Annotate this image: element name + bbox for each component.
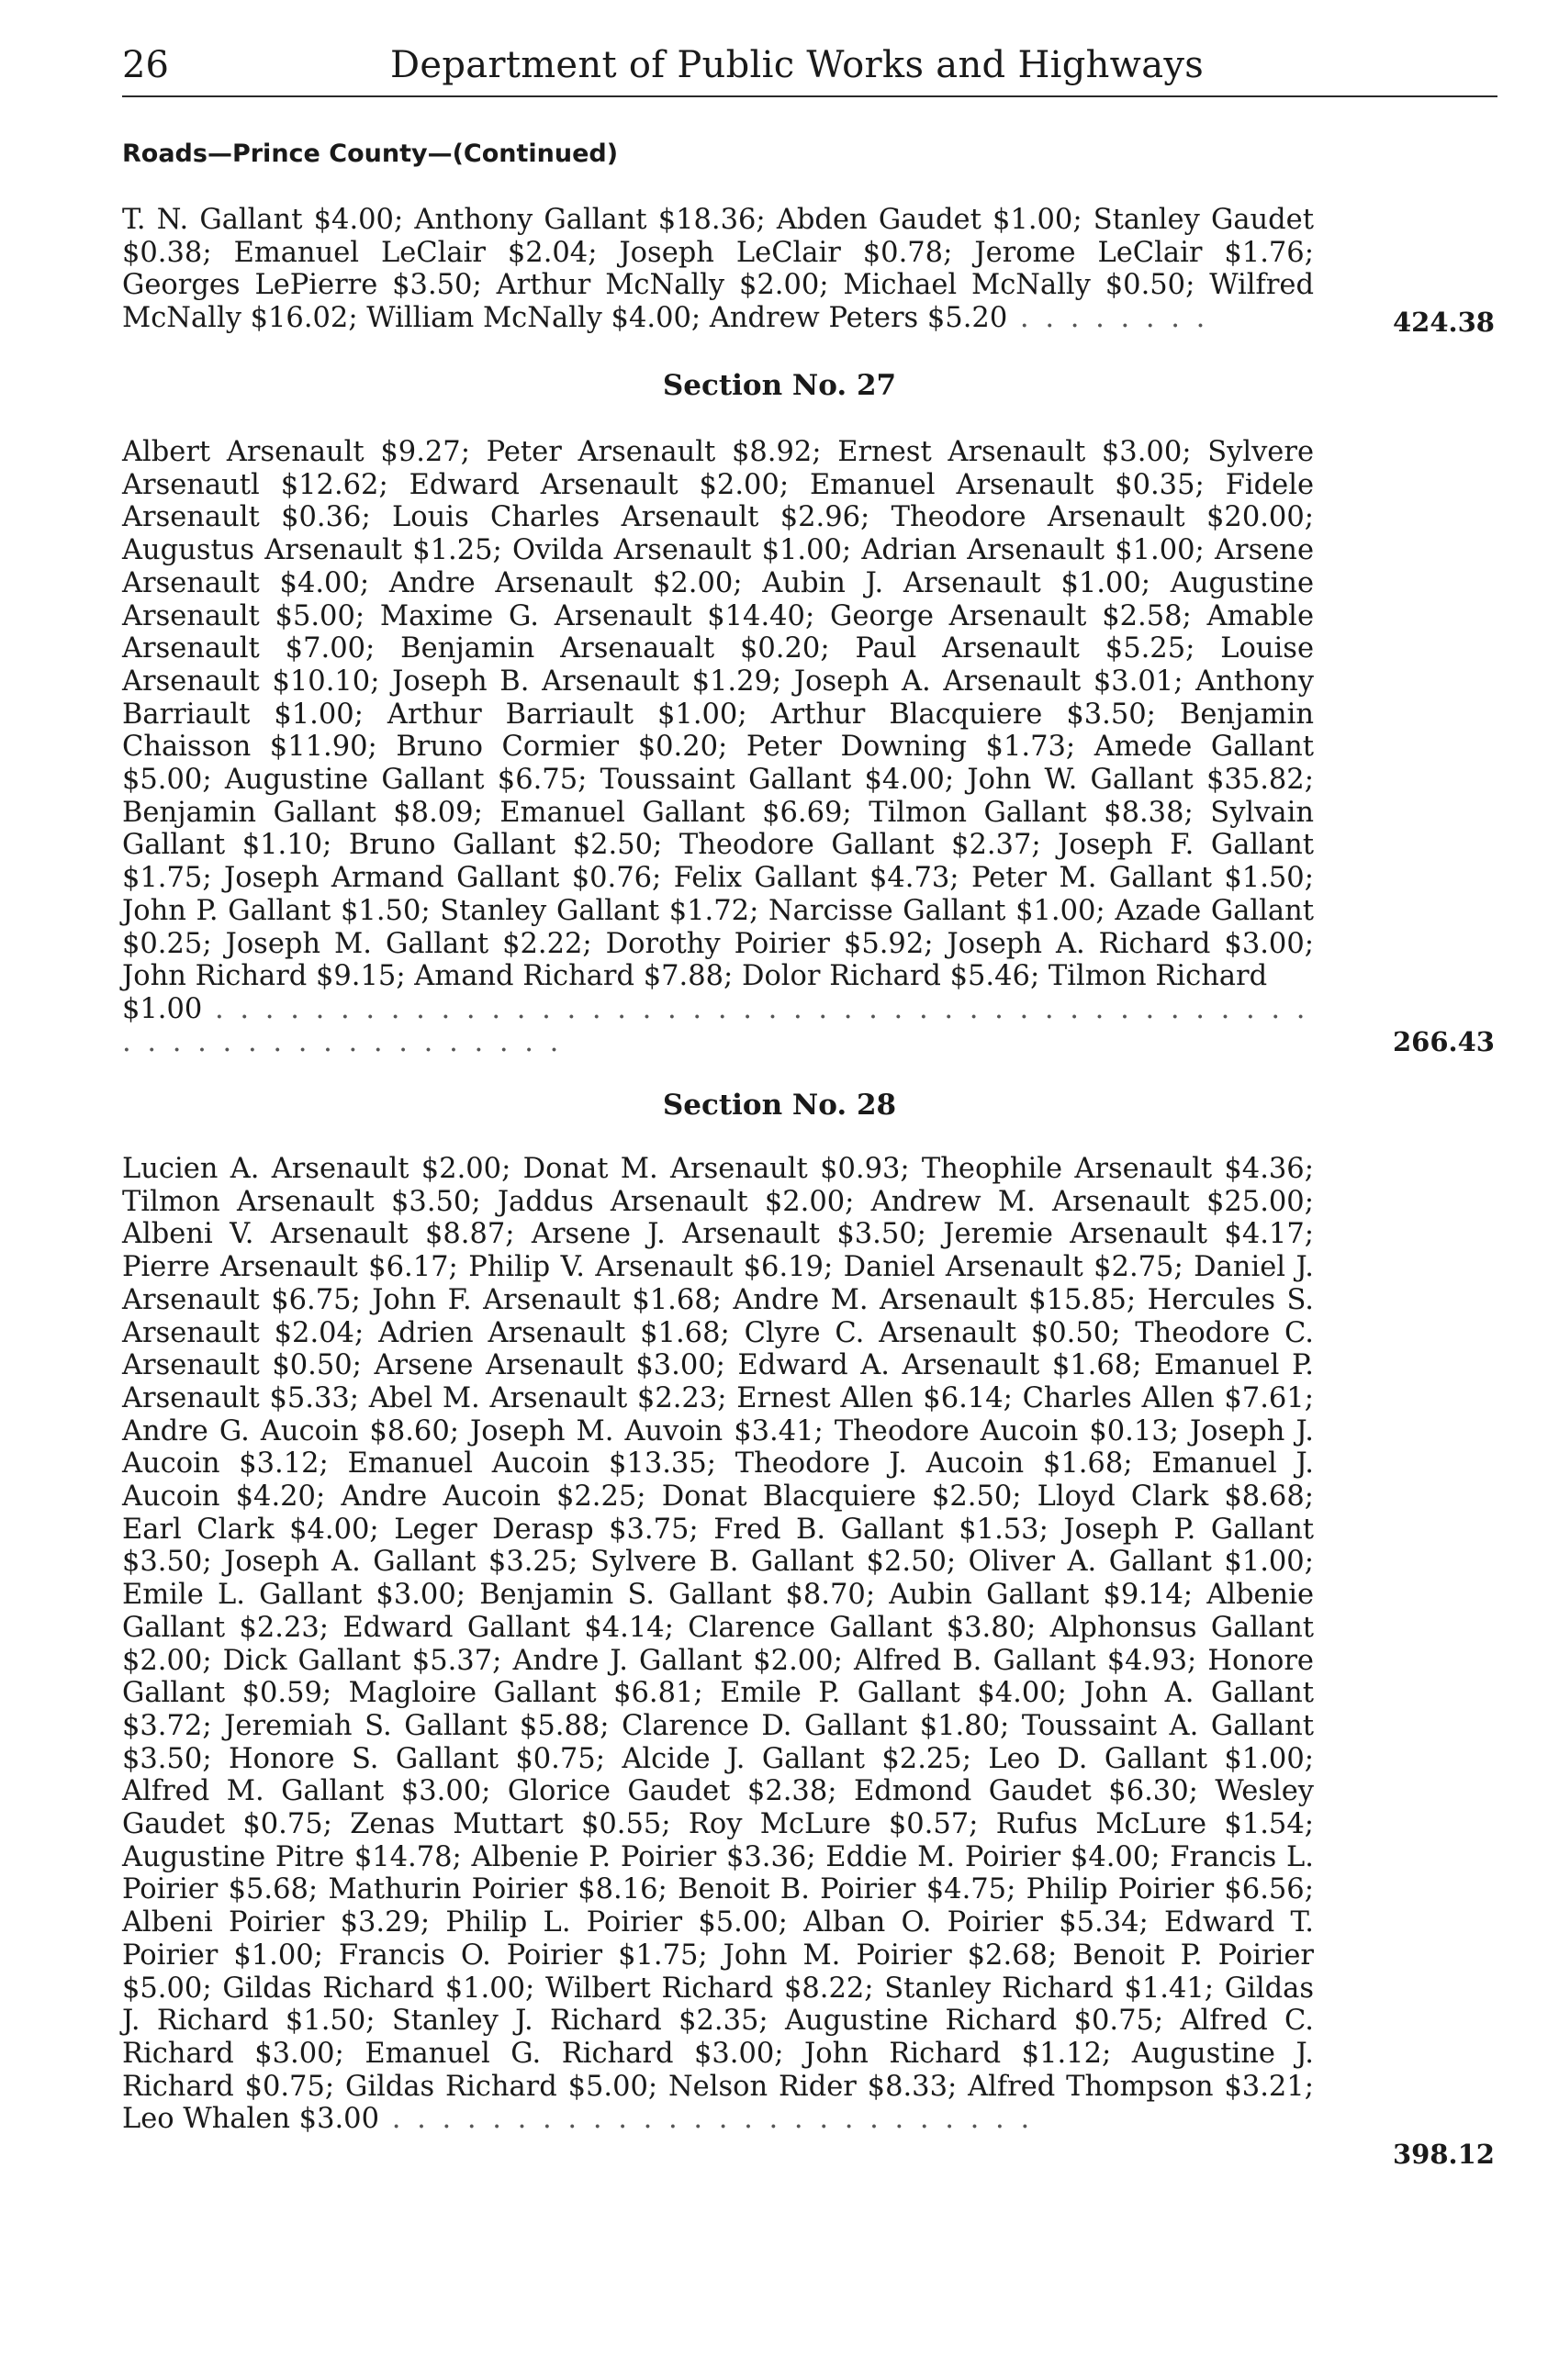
payment-paragraph-section-28 <box>122 1153 1314 2136</box>
leader-dots: . . . . . . . . <box>1007 302 1209 335</box>
running-title: Department of Public Works and Highways <box>390 44 1205 86</box>
page-header <box>122 44 1499 90</box>
header-rule <box>122 95 1497 97</box>
section-heading-27: Section No. 27 <box>662 369 897 402</box>
leader-dots: . . . . . . . . . . . . . . . . . . . . . . . . . . <box>379 2103 1034 2136</box>
paragraph-text: Lucien A. Arsenault $2.00; Donat M. Arsenault $0.93; Theophile Arsenault $4.36; Tilmon Arsenault $3.50; Jaddus Arsenault $2.00; Andrew M. Arsenault $25.00; Albeni V. Arsenault $8.87; Arsene J. Arsenault $3.50; Jeremie Arsenault $4.17; Pierre Arsenault $6.17; Philip V. Arsenault $6.19; Daniel Arsenault $2.75; Daniel J. Arsenault $6.75; John F. Arsenault $1.68; Andre M. Arsenault $15.85; Hercules S. Arsenault $2.04; Adrien Arsenault $1.68; Clyre C. Arsenault $0.50; Theodore C. Arsenault $0.50; Arsene Arsenault $3.00; Edward A. Arsenault $1.68; Emanuel P. Arsenault $5.33; Abel M. Arsenault $2.23; Ernest Allen $6.14; Charles Allen $7.61; Andre G. Aucoin $8.60; Joseph M. Auvoin $3.41; Theodore Aucoin $0.13; Joseph J. Aucoin $3.12; Emanuel Aucoin $13.35; Theodore J. Aucoin $1.68; Emanuel J. Aucoin $4.20; Andre Aucoin $2.25; Donat Blacquiere $2.50; Lloyd Clark $8.68; Earl Clark $4.00; Leger Derasp $3.75; Fred B. Gallant $1.53; Joseph P. Gallant $3.50; Joseph A. Gallant $3.25; Sylvere B. Gallant $2.50; Oliver A. Gallant $1.00; Emile L. Gallant $3.00; Benjamin S. Gallant $8.70; Aubin Gallant $9.14; Albenie Gallant $2.23; Edward Gallant $4.14; Clarence Gallant $3.80; Alphonsus Gallant $2.00; Dick Gallant $5.37; Andre J. Gallant $2.00; Alfred B. Gallant $4.93; Honore Gallant $0.59; Magloire Gallant $6.81; Emile P. Gallant $4.00; John A. Gallant $3.72; Jeremiah S. Gallant $5.88; Clarence D. Gallant $1.80; Toussaint A. Gallant $3.50; Honore S. Gallant $0.75; Alcide J. Gallant $2.25; Leo D. Gallant $1.00; Alfred M. Gallant $3.00; Glorice Gaudet $2.38; Edmond Gaudet $6.30; Wesley Gaudet $0.75; Zenas Muttart $0.55; Roy McLure $0.57; Rufus McLure $1.54; Augustine Pitre $14.78; Albenie P. Poirier $3.36; Eddie M. Poirier $4.00; Francis L. Poirier $5.68; Mathurin Poirier $8.16; Benoit B. Poirier $4.75; Philip Poirier $6.56; Albeni Poirier $3.29; Philip L. Poirier $5.00; Alban O. Poirier $5.34; Edward T. Poirier $1.00; Francis O. Poirier $1.75; John M. Poirier $2.68; Benoit P. Poirier $5.00; Gildas Richard $1.00; Wilbert Richard $8.22; Stanley Richard $1.41; Gildas J. Richard $1.50; Stanley J. Richard $2.35; Augustine Richard $0.75; Alfred C. Richard $3.00; Emanuel G. Richard $3.00; John Richard $1.12; Augustine J. Richard $0.75; Gildas Richard $5.00; Nelson Rider $8.33; Alfred Thompson $3.21; Leo Whalen $3.00 <box>122 1153 1314 2136</box>
page-number: 26 <box>122 44 169 86</box>
section-total: 398.12 <box>1393 2139 1495 2170</box>
leader-dots: . . . . . . . . . . . . . . . . . . . . . . . . . . . . . . . . . . . . . . . . . . . . . . . . . . . . . . . . . . . . . . <box>122 992 1309 1058</box>
paragraph-text: T. N. Gallant $4.00; Anthony Gallant $18.36; Abden Gaudet $1.00; Stanley Gaudet $0.38; Emanuel LeClair $2.04; Joseph LeClair $0.78; Jerome LeClair $1.76; Georges LePierre $3.50; Arthur McNally $2.00; Michael McNally $0.50; Wilfred McNally $16.02; William McNally $4.00; Andrew Peters $5.20 <box>122 204 1314 335</box>
continuation-heading: Roads—Prince County—(Continued) <box>122 140 619 168</box>
section-heading-28: Section No. 28 <box>662 1089 897 1122</box>
section-total: 266.43 <box>1393 1026 1495 1057</box>
payment-paragraph-section-27 <box>122 436 1314 1058</box>
paragraph-text: Albert Arsenault $9.27; Peter Arsenault $8.92; Ernest Arsenault $3.00; Sylvere Arsenautl $12.62; Edward Arsenault $2.00; Emanuel Arsenault $0.35; Fidele Arsenault $0.36; Louis Charles Arsenault $2.96; Theodore Arsenault $20.00; Augustus Arsenault $1.25; Ovilda Arsenault $1.00; Adrian Arsenault $1.00; Arsene Arsenault $4.00; Andre Arsenault $2.00; Aubin J. Arsenault $1.00; Augustine Arsenault $5.00; Maxime G. Arsenault $14.40; George Arsenault $2.58; Amable Arsenault $7.00; Benjamin Arsenaualt $0.20; Paul Arsenault $5.25; Louise Arsenault $10.10; Joseph B. Arsenault $1.29; Joseph A. Arsenault $3.01; Anthony Barriault $1.00; Arthur Barriault $1.00; Arthur Blacquiere $3.50; Benjamin Chaisson $11.90; Bruno Cormier $0.20; Peter Downing $1.73; Amede Gallant $5.00; Augustine Gallant $6.75; Toussaint Gallant $4.00; John W. Gallant $35.82; Benjamin Gallant $8.09; Emanuel Gallant $6.69; Tilmon Gallant $8.38; Sylvain Gallant $1.10; Bruno Gallant $2.50; Theodore Gallant $2.37; Joseph F. Gallant $1.75; Joseph Armand Gallant $0.76; Felix Gallant $4.73; Peter M. Gallant $1.50; John P. Gallant $1.50; Stanley Gallant $1.72; Narcisse Gallant $1.00; Azade Gallant $0.25; Joseph M. Gallant $2.22; Dorothy Poirier $5.92; Joseph A. Richard $3.00; John Richard $9.15; Amand Richard $7.88; Dolor Richard $5.46; Tilmon Richard <box>122 436 1314 993</box>
section-total: 424.38 <box>1393 307 1495 338</box>
payment-paragraph-county-continued <box>122 204 1314 335</box>
paragraph-last-line <box>122 993 1314 1058</box>
last-line-amount: $1.00 <box>122 992 203 1025</box>
